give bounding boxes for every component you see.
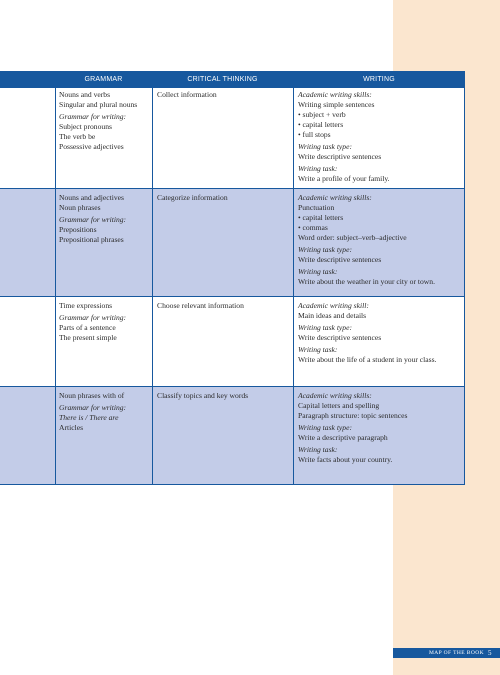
table-row	[0, 189, 465, 297]
column-divider	[152, 387, 153, 484]
writing-line: Word order: subject–verb–adjective	[298, 233, 407, 242]
writing-line: Paragraph structure: topic sentences	[298, 411, 408, 420]
critical-thinking-cell	[157, 193, 291, 203]
header-critical-thinking: CRITICAL THINKING	[187, 76, 258, 83]
writing-label: Writing task:	[298, 345, 338, 354]
writing-line: • capital letters	[298, 120, 344, 129]
column-divider	[293, 387, 294, 484]
writing-cell	[298, 90, 463, 184]
writing-line: Punctuation	[298, 203, 335, 212]
column-divider	[464, 88, 465, 188]
grammar-line: Noun phrases with of	[59, 391, 125, 400]
critical-thinking-text: Classify topics and key words	[157, 391, 249, 400]
writing-label: Writing task:	[298, 267, 338, 276]
writing-label: Academic writing skill:	[298, 301, 369, 310]
writing-label: Writing task:	[298, 445, 338, 454]
writing-label: Writing task type:	[298, 323, 352, 332]
critical-thinking-cell	[157, 391, 291, 401]
column-divider	[55, 189, 56, 296]
writing-cell	[298, 391, 463, 465]
writing-line: • commas	[298, 223, 328, 232]
column-divider	[293, 189, 294, 296]
writing-label: Academic writing skills:	[298, 391, 372, 400]
grammar-cell	[59, 193, 151, 245]
header-writing: WRITING	[363, 76, 395, 83]
grammar-line: Nouns and verbs	[59, 90, 111, 99]
column-divider	[152, 189, 153, 296]
column-divider	[293, 88, 294, 188]
writing-line: • subject + verb	[298, 110, 346, 119]
writing-line: Write descriptive sentences	[298, 152, 382, 161]
grammar-line: Articles	[59, 423, 84, 432]
column-divider	[293, 297, 294, 386]
table-row	[0, 387, 465, 485]
writing-cell	[298, 301, 463, 365]
footer-section-label: MAP OF THE BOOK	[428, 650, 484, 656]
writing-line: • capital letters	[298, 213, 344, 222]
table-row	[0, 297, 465, 387]
writing-line: Write descriptive sentences	[298, 333, 382, 342]
column-divider	[55, 297, 56, 386]
writing-line: • full stops	[298, 130, 331, 139]
column-divider	[464, 297, 465, 386]
grammar-cell	[59, 301, 151, 343]
writing-label: Writing task type:	[298, 142, 352, 151]
writing-line: Main ideas and details	[298, 311, 367, 320]
grammar-line: Nouns and adjectives	[59, 193, 124, 202]
column-divider	[464, 189, 465, 296]
writing-line: Write a profile of your family.	[298, 174, 390, 183]
writing-line: Write a descriptive paragraph	[298, 433, 388, 442]
page-number: 5	[488, 649, 492, 657]
grammar-line: The present simple	[59, 333, 117, 342]
grammar-label: Grammar for writing:	[59, 215, 127, 224]
writing-label: Writing task type:	[298, 423, 352, 432]
grammar-cell	[59, 391, 151, 433]
writing-line: Capital letters and spelling	[298, 401, 380, 410]
writing-label: Writing task:	[298, 164, 338, 173]
writing-line: Write about the weather in your city or town.	[298, 277, 435, 286]
grammar-line: Noun phrases	[59, 203, 101, 212]
grammar-line: Subject pronouns	[59, 122, 112, 131]
writing-line: Write facts about your country.	[298, 455, 393, 464]
grammar-line: Possessive adjectives	[59, 142, 124, 151]
grammar-line: Prepositions	[59, 225, 97, 234]
header-grammar: GRAMMAR	[84, 76, 123, 83]
column-divider	[152, 88, 153, 188]
table-row	[0, 88, 465, 189]
critical-thinking-text: Categorize information	[157, 193, 228, 202]
critical-thinking-cell	[157, 90, 291, 100]
column-divider	[152, 297, 153, 386]
writing-label: Academic writing skills:	[298, 90, 372, 99]
writing-label: Academic writing skills:	[298, 193, 372, 202]
critical-thinking-text: Choose relevant information	[157, 301, 244, 310]
grammar-line: Singular and plural nouns	[59, 100, 138, 109]
map-of-book-table	[0, 71, 465, 485]
critical-thinking-text: Collect information	[157, 90, 217, 99]
column-divider	[464, 387, 465, 484]
grammar-label: Grammar for writing:	[59, 313, 127, 322]
column-divider	[55, 387, 56, 484]
writing-label: Writing task type:	[298, 245, 352, 254]
grammar-label: Grammar for writing:	[59, 112, 127, 121]
grammar-line: The verb be	[59, 132, 96, 141]
table-header	[0, 71, 465, 88]
writing-line: Write about the life of a student in your class.	[298, 355, 437, 364]
grammar-cell	[59, 90, 151, 152]
grammar-line: Prepositional phrases	[59, 235, 124, 244]
grammar-line: Parts of a sentence	[59, 323, 116, 332]
grammar-line: There is / There are	[59, 413, 119, 422]
grammar-label: Grammar for writing:	[59, 403, 127, 412]
writing-line: Writing simple sentences	[298, 100, 375, 109]
grammar-line: Time expressions	[59, 301, 113, 310]
critical-thinking-cell	[157, 301, 291, 311]
writing-cell	[298, 193, 463, 287]
writing-line: Write descriptive sentences	[298, 255, 382, 264]
column-divider	[55, 88, 56, 188]
